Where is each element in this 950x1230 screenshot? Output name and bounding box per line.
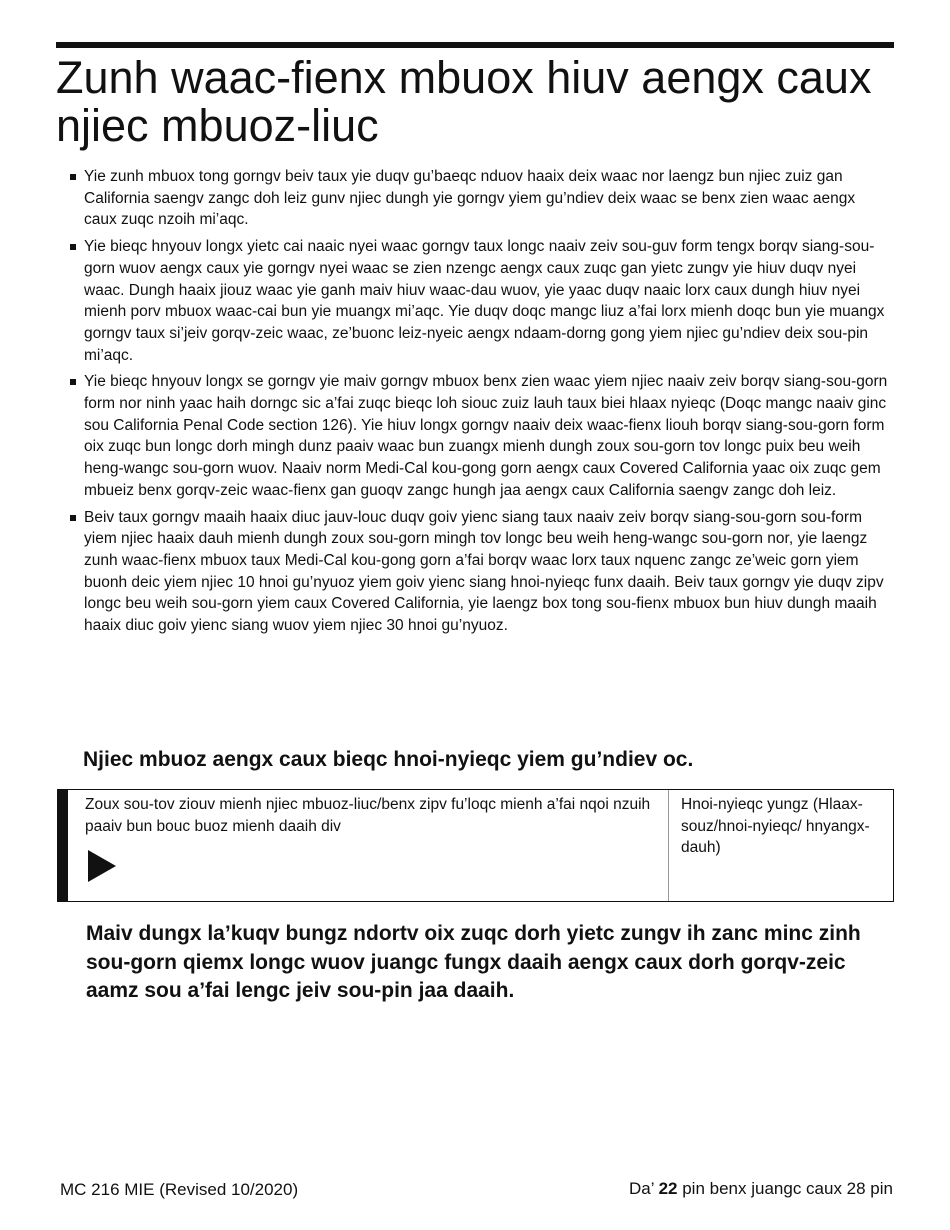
reminder-text-start: Maiv dungx la’kuqv bungz ndortv oix zuqc dorh yietc zungv ih [86, 922, 712, 945]
top-rule [56, 42, 894, 48]
list-item-text: Yie bieqc hnyouv longx yietc cai naaic nyei waac gorngv taux longc naaiv zeiv sou-guv form tengx borqv siang-sou-gorn wuov aengx caux yie gorngv nyei waac se zien nzengc aengx caux zuqc gan yietc zungv yie hiuv duqv nyei waac. Dungh haaix jiouz waac yie ganh maiv hiuv waac-dau wuov, yie yaac duqv naaic lorx caux dungh hiuv nyei mienh porv mbuox waac-cai bun yie muangx mi’aqc. Yie duqv doqc mangc liuz a’fai lorx mienh doqc bun yie muangx gorngv taux si’jeiv gorqv-zeic waac, ze’buonc leiz-nyeic aengx ndaam-dorng gong yiem njiec gu’ndiev deix sou-pin mi’aqc. [84, 238, 885, 364]
reminder-text-end: qiemx longc wuov juangc fungx daaih aengx caux dorh gorqv-zeic aamz sou a’fai lengc jeiv sou-pin jaa daaih. [86, 950, 846, 1002]
list-item-text: Yie bieqc hnyouv longx se gorngv yie maiv gorngv mbuox benx zien waac yiem njiec naaiv zeiv borqv siang-sou-gorn form nor ninh yaac haih dorngc sic a’fai zuqc bieqc loh siouc zuiz lauh taux biei hlaax nyieqc (Doqc mangc naaiv ginc sou California Penal Code section 126). Yie hiuv longx gorngv naaiv deix waac-fienx liouh borqv siang-sou-gorn form oix zuqc bun longc dorh mingh dunz paaiv waac bun zuangx mienh dungh zoux sou-gorn tov longc puix beu weih heng-wangc sou-gorn wuov. Naaiv norm Medi-Cal kou-gong gorn aengx caux Covered California yaac oix zuqc gem mbueiz benx gorqv-zeic waac-fienx gan guoqv zangc hungh jaa aengx caux California saengv zangc doh leiz. [84, 373, 888, 499]
current-page: 22 [658, 1179, 678, 1198]
date-label: Hnoi-nyieqc yungz (Hlaax-souz/hnoi-nyieqc/ hnyangx-dauh) [681, 796, 870, 857]
document-reminder [86, 920, 896, 1006]
statement-list [70, 166, 888, 642]
page-suffix: pin benx juangc caux 28 pin [677, 1179, 893, 1198]
list-item [70, 507, 888, 637]
square-bullet-icon [70, 174, 76, 180]
list-item [70, 236, 888, 366]
signature-label: Zoux sou-tov ziouv mienh njiec mbuoz-liuc/benx zipv fu’loqc mienh a’fai nqoi nzuih paaiv bun bouc buoz mienh daaih div [85, 796, 651, 835]
page-number [629, 1178, 893, 1200]
square-bullet-icon [70, 244, 76, 250]
date-field[interactable] [669, 790, 893, 901]
list-item-text: Yie zunh mbuox tong gorngv beiv taux yie duqv gu’baeqc nduov haaix deix waac nor laengz bun njiec zuiz gan California saengv zangc doh leiz gunv njiec dungh yie gorngv yiem gu’ndiev deix waac se benx zien waac aengx caux zuqc nzoih mi’aqc. [84, 168, 856, 229]
signature-heading: Njiec mbuoz aengx caux bieqc hnoi-nyieqc yiem gu’ndiev oc. [83, 748, 694, 771]
reminder-emphasis: zanc minc zinh sou-gorn [86, 922, 861, 974]
signature-bar [58, 790, 68, 901]
list-item [70, 166, 888, 231]
signature-table [57, 789, 894, 902]
page-prefix: Da’ [628, 1179, 659, 1198]
signature-field[interactable] [68, 790, 669, 901]
square-bullet-icon [70, 379, 76, 385]
square-bullet-icon [70, 515, 76, 521]
page-title: Zunh waac-fienx mbuox hiuv aengx caux njiec mbuoz-liuc [56, 52, 872, 151]
form-id: MC 216 MIE (Revised 10/2020) [60, 1180, 299, 1199]
list-item [70, 371, 888, 501]
list-item-text: Beiv taux gorngv maaih haaix diuc jauv-louc duqv goiv yienc siang taux naaiv zeiv borqv siang-sou-gorn sou-form yiem njiec haaix dauh mienh dungh zoux sou-gorn mingh tov longc beu weih heng-wangc sou-gorn nor, yie laengz zunh waac-fienx mbuox taux Medi-Cal kou-gong gorn a’fai borqv waac lorx taux nquenc zangc ze’weic gorn yiem buonh deic yiem njiec 10 hnoi gu’nyuoz yiem goiv yienc siang hnoi-nyieqc funx daaih. Beiv taux gorngv yie duqv zipv longc beu weih sou-gorn yiem caux Covered California, yie laengz box tong sou-fienx mbuox bun hiuv dungh maaih haaix diuc goiv yienc siang wuov yiem njiec 30 hnoi gu’nyuoz. [84, 508, 884, 635]
sign-here-arrow-icon [88, 850, 116, 882]
